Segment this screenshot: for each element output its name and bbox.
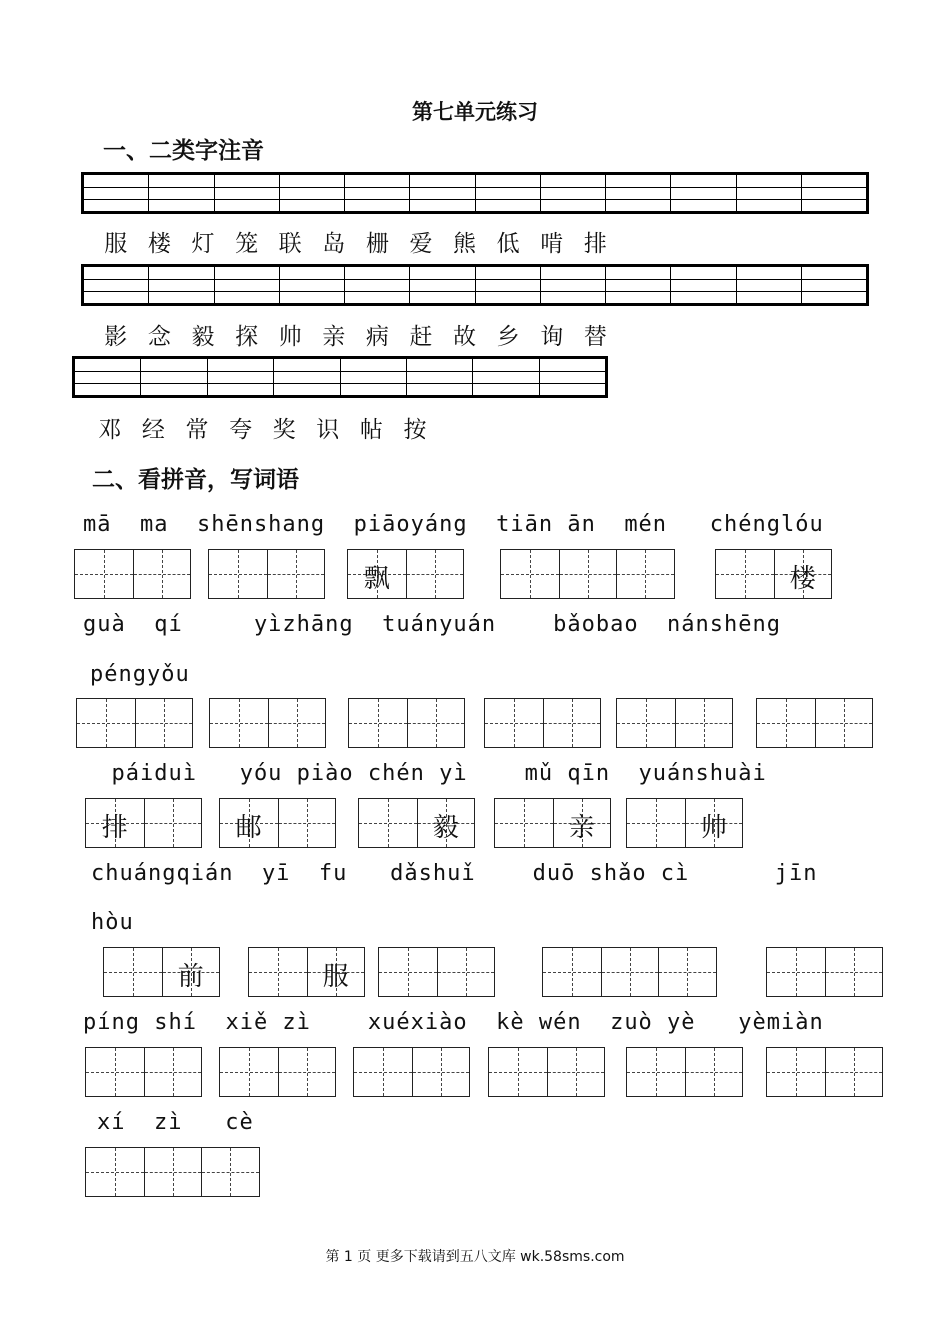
- pinyin-line-4: páiduì yóu piào chén yì mǔ qīn yuánshuài: [83, 761, 767, 786]
- section1-heading: 一、二类字注音: [103, 138, 264, 164]
- writing-box[interactable]: [766, 947, 883, 997]
- writing-box[interactable]: [85, 1147, 260, 1197]
- writing-box[interactable]: [542, 947, 717, 997]
- pinyin-grid-row-2: [81, 264, 869, 306]
- writing-box[interactable]: [378, 947, 495, 997]
- writing-box[interactable]: 楼: [715, 549, 832, 599]
- writing-box[interactable]: 帅: [626, 798, 743, 848]
- writing-box[interactable]: [484, 698, 601, 748]
- writing-box[interactable]: [208, 549, 325, 599]
- writing-box[interactable]: [353, 1047, 470, 1097]
- pinyin-line-2: guà qí yìzhāng tuányuán bǎobao nánshēng: [83, 612, 782, 637]
- writing-box[interactable]: [209, 698, 326, 748]
- page-footer: 第 1 页 更多下载请到五八文库 wk.58sms.com: [325, 1249, 625, 1265]
- section2-heading: 二、看拼音，写词语: [92, 467, 299, 493]
- writing-box[interactable]: [626, 1047, 743, 1097]
- pinyin-grid-row-1: [81, 172, 869, 214]
- writing-box[interactable]: [74, 549, 191, 599]
- pinyin-line-1: mā ma shēnshang piāoyáng tiān ān mén chénglóu: [83, 512, 824, 537]
- writing-box[interactable]: 飘: [347, 549, 464, 599]
- writing-box[interactable]: 邮: [219, 798, 336, 848]
- char-row-3: 邓 经 常 夸 奖 识 帖 按: [98, 417, 427, 443]
- char-row-1: 服 楼 灯 笼 联 岛 栅 爱 熊 低 啃 排: [104, 231, 607, 257]
- writing-box[interactable]: 排: [85, 798, 202, 848]
- pinyin-grid-row-3: [72, 356, 608, 398]
- page-title: 第七单元练习: [412, 100, 538, 124]
- writing-box[interactable]: 前: [103, 947, 220, 997]
- writing-box[interactable]: [488, 1047, 605, 1097]
- writing-box[interactable]: [348, 698, 465, 748]
- writing-box[interactable]: [756, 698, 873, 748]
- writing-box[interactable]: [76, 698, 193, 748]
- pinyin-line-5: chuángqián yī fu dǎshuǐ duō shǎo cì jīn: [91, 861, 818, 886]
- pinyin-line-8: xí zì cè: [97, 1110, 254, 1135]
- pinyin-line-6: hòu: [91, 910, 134, 935]
- writing-box[interactable]: [219, 1047, 336, 1097]
- writing-box[interactable]: 毅: [358, 798, 475, 848]
- writing-box[interactable]: [766, 1047, 883, 1097]
- writing-box[interactable]: [500, 549, 675, 599]
- writing-box[interactable]: 亲: [494, 798, 611, 848]
- char-row-2: 影 念 毅 探 帅 亲 病 赶 故 乡 询 替: [104, 324, 607, 350]
- writing-box[interactable]: [616, 698, 733, 748]
- pinyin-line-3: péngyǒu: [90, 662, 190, 687]
- writing-box[interactable]: 服: [248, 947, 365, 997]
- writing-box[interactable]: [85, 1047, 202, 1097]
- pinyin-line-7: píng shí xiě zì xuéxiào kè wén zuò yè yèmiàn: [83, 1010, 824, 1035]
